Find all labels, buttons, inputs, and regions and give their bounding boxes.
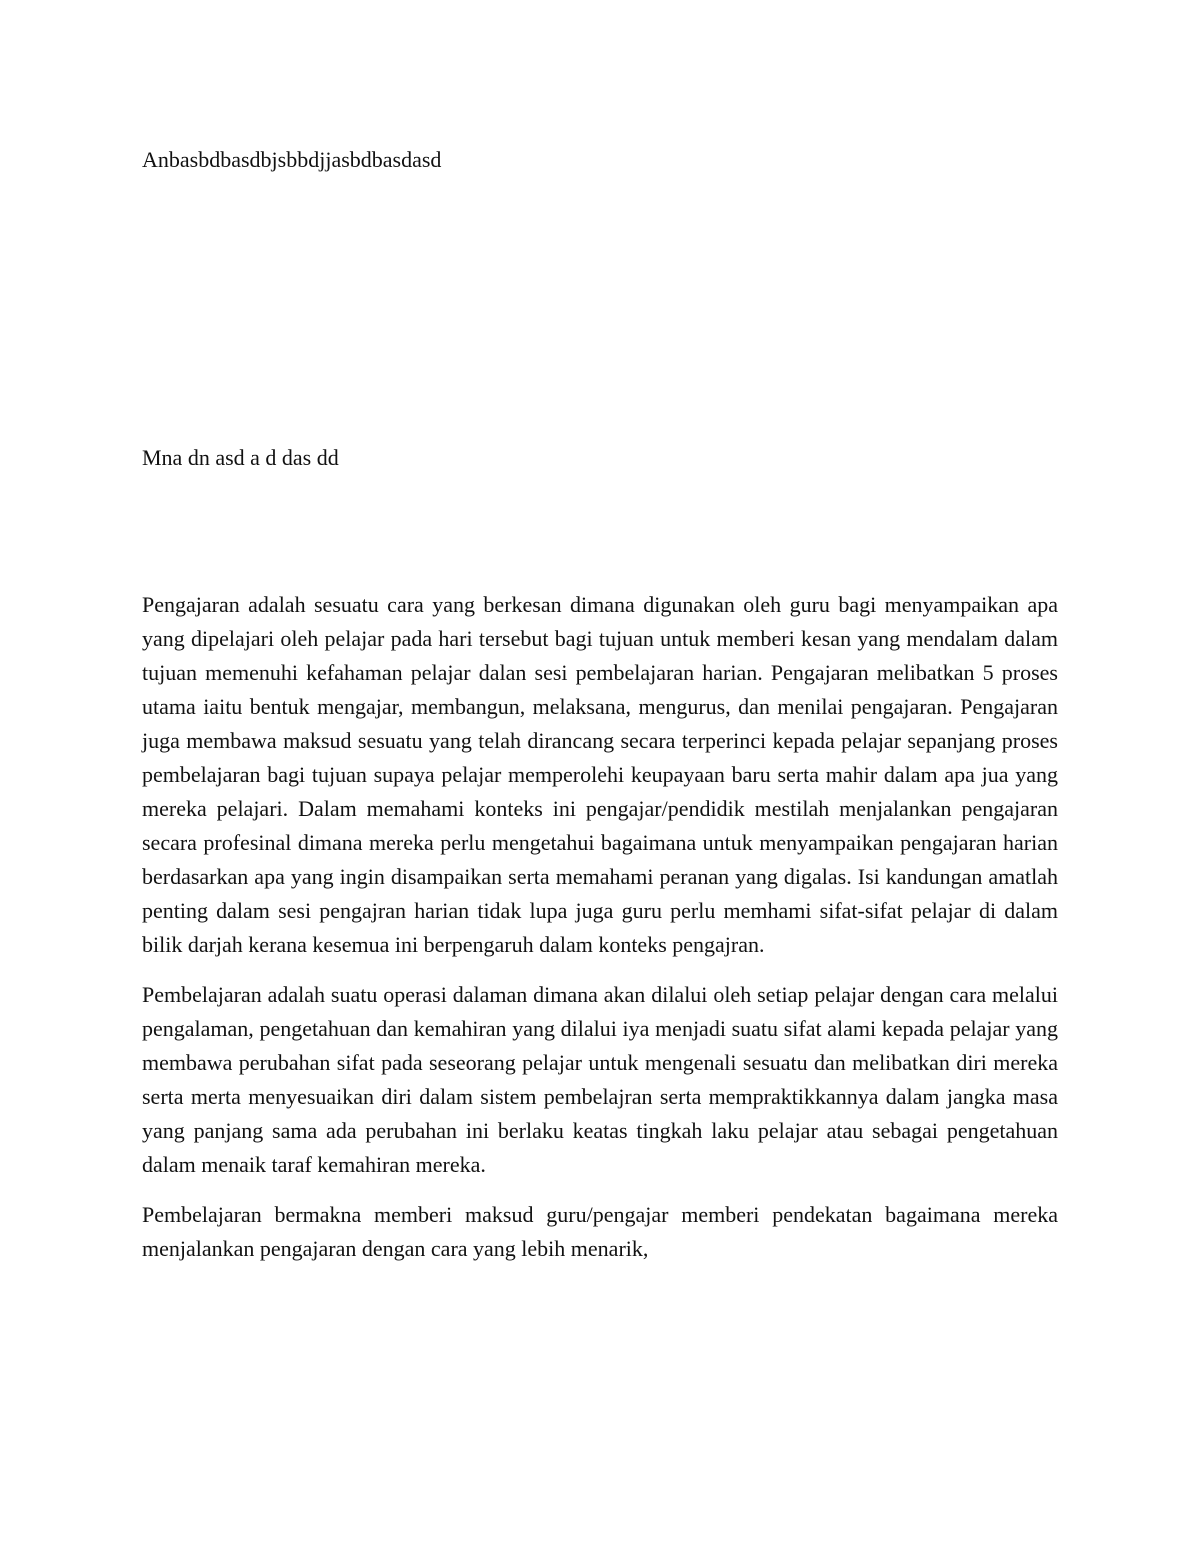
paragraph-pengajaran: Pengajaran adalah sesuatu cara yang berkesan dimana digunakan oleh guru bagi menyampaikan apa yang dipelajari oleh pelajar pada hari tersebut bagi tujuan untuk memberi kesan yang mendalam dalam tujuan memenuhi kefahaman pelajar dalan sesi pembelajaran harian. Pengajaran melibatkan 5 proses utama iaitu bentuk mengajar, membangun, melaksana, mengurus, dan menilai pengajaran. Pengajaran juga membawa maksud sesuatu yang telah dirancang secara terperinci kepada pelajar sepanjang proses pembelajaran bagi tujuan supaya pelajar memperolehi keupayaan baru serta mahir dalam apa jua yang mereka pelajari. Dalam memahami konteks ini pengajar/pendidik mestilah menjalankan pengajaran secara profesinal dimana mereka perlu mengetahui bagaimana untuk menyampaikan pengajaran harian berdasarkan apa yang ingin disampaikan serta memahami peranan yang digalas. Isi kandungan amatlah penting dalam sesi pengajran harian tidak lupa juga guru perlu memhami sifat-sifat pelajar di dalam bilik darjah kerana kesemua ini berpengaruh dalam konteks pengajran. [142,592,1058,957]
paragraph-pembelajaran-bermakna: Pembelajaran bermakna memberi maksud guru/pengajar memberi pendekatan bagaimana mereka menjalankan pengajaran dengan cara yang lebih menarik, [142,1202,1058,1261]
body-text [142,588,1058,1282]
heading-line-2: Mna dn asd a d das dd [142,445,339,470]
paragraph-pembelajaran: Pembelajaran adalah suatu operasi dalaman dimana akan dilalui oleh setiap pelajar dengan cara melalui pengalaman, pengetahuan dan kemahiran yang dilalui iya menjadi suatu sifat alami kepada pelajar yang membawa perubahan sifat pada seseorang pelajar untuk mengenali sesuatu dan melibatkan diri mereka serta merta menyesuaikan diri dalam sistem pembelajran serta mempraktikkannya dalam jangka masa yang panjang sama ada perubahan ini berlaku keatas tingkah laku pelajar atau sebagai pengetahuan dalam menaik taraf kemahiran mereka. [142,982,1058,1177]
heading-line-1: Anbasbdbasdbjsbbdjjasbdbasdasd [142,147,442,172]
